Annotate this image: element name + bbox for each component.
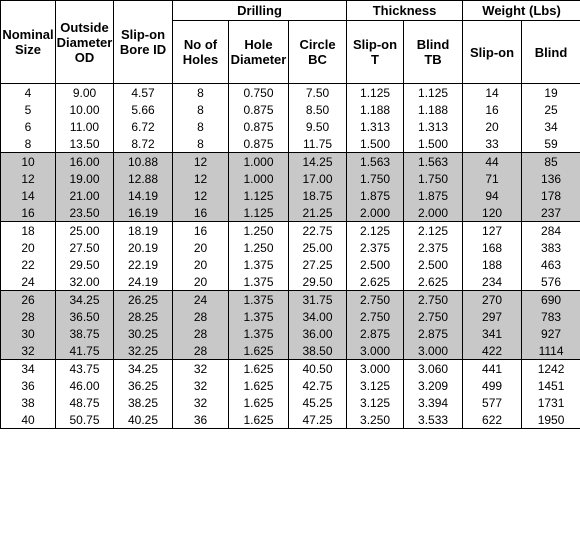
cell-thickness-blind: 3.394 bbox=[404, 394, 463, 411]
cell-slip-on-bore: 30.25 bbox=[114, 325, 173, 342]
cell-circle-bc: 8.50 bbox=[289, 101, 347, 118]
cell-weight-blind: 19 bbox=[522, 84, 580, 102]
cell-hole-diameter: 1.375 bbox=[229, 273, 289, 291]
cell-thickness-blind: 3.533 bbox=[404, 411, 463, 429]
cell-slip-on-bore: 20.19 bbox=[114, 239, 173, 256]
cell-weight-blind: 59 bbox=[522, 135, 580, 153]
cell-weight-blind: 1242 bbox=[522, 360, 580, 378]
header-slip-on-bore-line2: Bore ID bbox=[119, 42, 167, 57]
cell-thickness-slip-on: 1.500 bbox=[347, 135, 404, 153]
cell-hole-diameter: 1.375 bbox=[229, 256, 289, 273]
cell-no-of-holes: 28 bbox=[173, 308, 229, 325]
cell-no-of-holes: 16 bbox=[173, 204, 229, 222]
cell-hole-diameter: 1.375 bbox=[229, 308, 289, 325]
cell-outside-diameter: 13.50 bbox=[56, 135, 114, 153]
cell-thickness-slip-on: 2.750 bbox=[347, 308, 404, 325]
table-row bbox=[1, 153, 580, 171]
cell-thickness-blind: 1.563 bbox=[404, 153, 463, 171]
cell-thickness-slip-on: 3.125 bbox=[347, 377, 404, 394]
cell-nominal-size: 8 bbox=[1, 135, 56, 153]
cell-nominal-size: 40 bbox=[1, 411, 56, 429]
cell-no-of-holes: 32 bbox=[173, 360, 229, 378]
cell-no-of-holes: 8 bbox=[173, 135, 229, 153]
cell-slip-on-bore: 22.19 bbox=[114, 256, 173, 273]
cell-thickness-blind: 2.875 bbox=[404, 325, 463, 342]
header-slip-on-bore bbox=[114, 1, 173, 84]
cell-circle-bc: 7.50 bbox=[289, 84, 347, 102]
cell-no-of-holes: 12 bbox=[173, 153, 229, 171]
cell-nominal-size: 30 bbox=[1, 325, 56, 342]
cell-circle-bc: 25.00 bbox=[289, 239, 347, 256]
cell-thickness-slip-on: 3.125 bbox=[347, 394, 404, 411]
cell-weight-blind: 85 bbox=[522, 153, 580, 171]
cell-weight-blind: 1451 bbox=[522, 377, 580, 394]
cell-no-of-holes: 32 bbox=[173, 377, 229, 394]
cell-weight-slip-on: 577 bbox=[463, 394, 522, 411]
table-row bbox=[1, 239, 580, 256]
cell-slip-on-bore: 26.25 bbox=[114, 291, 173, 309]
cell-hole-diameter: 1.625 bbox=[229, 377, 289, 394]
table-row bbox=[1, 135, 580, 153]
cell-outside-diameter: 34.25 bbox=[56, 291, 114, 309]
cell-weight-blind: 576 bbox=[522, 273, 580, 291]
cell-slip-on-bore: 38.25 bbox=[114, 394, 173, 411]
cell-circle-bc: 47.25 bbox=[289, 411, 347, 429]
header-thickness-blind-line2: TB bbox=[424, 52, 442, 67]
cell-thickness-blind: 2.375 bbox=[404, 239, 463, 256]
cell-weight-slip-on: 20 bbox=[463, 118, 522, 135]
cell-circle-bc: 38.50 bbox=[289, 342, 347, 360]
header-circle-bc-line2: BC bbox=[308, 52, 327, 67]
cell-weight-blind: 927 bbox=[522, 325, 580, 342]
cell-hole-diameter: 0.875 bbox=[229, 101, 289, 118]
table-row bbox=[1, 222, 580, 240]
cell-slip-on-bore: 8.72 bbox=[114, 135, 173, 153]
cell-outside-diameter: 9.00 bbox=[56, 84, 114, 102]
table-row bbox=[1, 101, 580, 118]
cell-weight-blind: 690 bbox=[522, 291, 580, 309]
cell-hole-diameter: 1.000 bbox=[229, 153, 289, 171]
cell-slip-on-bore: 10.88 bbox=[114, 153, 173, 171]
cell-no-of-holes: 28 bbox=[173, 342, 229, 360]
cell-weight-blind: 34 bbox=[522, 118, 580, 135]
header-thickness-blind-line1: Blind bbox=[416, 37, 450, 52]
cell-thickness-slip-on: 1.188 bbox=[347, 101, 404, 118]
cell-no-of-holes: 16 bbox=[173, 222, 229, 240]
cell-nominal-size: 24 bbox=[1, 273, 56, 291]
cell-weight-slip-on: 16 bbox=[463, 101, 522, 118]
cell-thickness-slip-on: 1.750 bbox=[347, 170, 404, 187]
cell-weight-slip-on: 120 bbox=[463, 204, 522, 222]
cell-hole-diameter: 1.625 bbox=[229, 394, 289, 411]
cell-weight-slip-on: 14 bbox=[463, 84, 522, 102]
cell-weight-slip-on: 499 bbox=[463, 377, 522, 394]
table-header bbox=[1, 1, 580, 84]
cell-weight-blind: 136 bbox=[522, 170, 580, 187]
cell-circle-bc: 21.25 bbox=[289, 204, 347, 222]
cell-nominal-size: 34 bbox=[1, 360, 56, 378]
header-no-of-holes bbox=[173, 21, 229, 84]
cell-thickness-slip-on: 2.750 bbox=[347, 291, 404, 309]
header-slip-on-bore-line1: Slip-on bbox=[120, 27, 166, 42]
cell-weight-blind: 1114 bbox=[522, 342, 580, 360]
table-row bbox=[1, 411, 580, 429]
cell-slip-on-bore: 32.25 bbox=[114, 342, 173, 360]
header-outside-diameter-line3: OD bbox=[74, 49, 95, 65]
table-body bbox=[1, 84, 580, 429]
cell-thickness-slip-on: 3.000 bbox=[347, 342, 404, 360]
header-outside-diameter-line1: Outside bbox=[60, 19, 109, 35]
cell-circle-bc: 18.75 bbox=[289, 187, 347, 204]
cell-circle-bc: 36.00 bbox=[289, 325, 347, 342]
cell-no-of-holes: 36 bbox=[173, 411, 229, 429]
cell-hole-diameter: 1.375 bbox=[229, 325, 289, 342]
cell-outside-diameter: 21.00 bbox=[56, 187, 114, 204]
cell-thickness-blind: 3.000 bbox=[404, 342, 463, 360]
cell-weight-slip-on: 33 bbox=[463, 135, 522, 153]
cell-circle-bc: 34.00 bbox=[289, 308, 347, 325]
cell-circle-bc: 17.00 bbox=[289, 170, 347, 187]
cell-outside-diameter: 29.50 bbox=[56, 256, 114, 273]
cell-slip-on-bore: 16.19 bbox=[114, 204, 173, 222]
cell-circle-bc: 14.25 bbox=[289, 153, 347, 171]
cell-hole-diameter: 1.250 bbox=[229, 222, 289, 240]
cell-weight-slip-on: 341 bbox=[463, 325, 522, 342]
header-thickness-slip-on bbox=[347, 21, 404, 84]
cell-nominal-size: 22 bbox=[1, 256, 56, 273]
cell-thickness-slip-on: 2.375 bbox=[347, 239, 404, 256]
cell-circle-bc: 40.50 bbox=[289, 360, 347, 378]
cell-slip-on-bore: 24.19 bbox=[114, 273, 173, 291]
cell-outside-diameter: 10.00 bbox=[56, 101, 114, 118]
table-row bbox=[1, 342, 580, 360]
header-circle-bc bbox=[289, 21, 347, 84]
cell-outside-diameter: 16.00 bbox=[56, 153, 114, 171]
cell-hole-diameter: 1.375 bbox=[229, 291, 289, 309]
cell-hole-diameter: 1.125 bbox=[229, 187, 289, 204]
table-row bbox=[1, 256, 580, 273]
cell-thickness-blind: 1.313 bbox=[404, 118, 463, 135]
cell-slip-on-bore: 4.57 bbox=[114, 84, 173, 102]
table-row bbox=[1, 273, 580, 291]
table-row bbox=[1, 308, 580, 325]
cell-hole-diameter: 1.250 bbox=[229, 239, 289, 256]
header-weight-slip-on: Slip-on bbox=[463, 21, 522, 84]
cell-outside-diameter: 38.75 bbox=[56, 325, 114, 342]
cell-slip-on-bore: 14.19 bbox=[114, 187, 173, 204]
cell-hole-diameter: 0.875 bbox=[229, 118, 289, 135]
cell-outside-diameter: 27.50 bbox=[56, 239, 114, 256]
header-weight-group: Weight (Lbs) bbox=[463, 1, 580, 21]
header-drilling-group: Drilling bbox=[173, 1, 347, 21]
table-row bbox=[1, 377, 580, 394]
cell-thickness-blind: 2.750 bbox=[404, 308, 463, 325]
cell-thickness-slip-on: 2.000 bbox=[347, 204, 404, 222]
cell-weight-blind: 383 bbox=[522, 239, 580, 256]
header-thickness-slip-on-line1: Slip-on bbox=[353, 37, 398, 52]
cell-thickness-slip-on: 1.875 bbox=[347, 187, 404, 204]
cell-outside-diameter: 36.50 bbox=[56, 308, 114, 325]
cell-thickness-slip-on: 3.250 bbox=[347, 411, 404, 429]
cell-slip-on-bore: 36.25 bbox=[114, 377, 173, 394]
cell-weight-blind: 783 bbox=[522, 308, 580, 325]
cell-hole-diameter: 0.750 bbox=[229, 84, 289, 102]
cell-thickness-blind: 2.000 bbox=[404, 204, 463, 222]
header-hole-diameter bbox=[229, 21, 289, 84]
table-row bbox=[1, 360, 580, 378]
cell-thickness-blind: 2.500 bbox=[404, 256, 463, 273]
cell-slip-on-bore: 6.72 bbox=[114, 118, 173, 135]
cell-nominal-size: 5 bbox=[1, 101, 56, 118]
cell-circle-bc: 9.50 bbox=[289, 118, 347, 135]
cell-outside-diameter: 48.75 bbox=[56, 394, 114, 411]
cell-hole-diameter: 0.875 bbox=[229, 135, 289, 153]
cell-nominal-size: 32 bbox=[1, 342, 56, 360]
cell-outside-diameter: 25.00 bbox=[56, 222, 114, 240]
table-row bbox=[1, 291, 580, 309]
cell-circle-bc: 45.25 bbox=[289, 394, 347, 411]
cell-weight-slip-on: 422 bbox=[463, 342, 522, 360]
cell-circle-bc: 31.75 bbox=[289, 291, 347, 309]
cell-weight-blind: 178 bbox=[522, 187, 580, 204]
header-hole-diameter-line2: Diameter bbox=[230, 52, 287, 67]
cell-nominal-size: 4 bbox=[1, 84, 56, 102]
cell-thickness-slip-on: 1.125 bbox=[347, 84, 404, 102]
cell-thickness-blind: 2.625 bbox=[404, 273, 463, 291]
cell-weight-slip-on: 234 bbox=[463, 273, 522, 291]
table-row bbox=[1, 170, 580, 187]
cell-hole-diameter: 1.625 bbox=[229, 342, 289, 360]
header-nominal-size-line1: Nominal bbox=[2, 27, 54, 42]
cell-thickness-blind: 1.750 bbox=[404, 170, 463, 187]
cell-slip-on-bore: 12.88 bbox=[114, 170, 173, 187]
cell-hole-diameter: 1.625 bbox=[229, 411, 289, 429]
cell-no-of-holes: 20 bbox=[173, 256, 229, 273]
cell-weight-slip-on: 168 bbox=[463, 239, 522, 256]
cell-weight-slip-on: 94 bbox=[463, 187, 522, 204]
cell-thickness-slip-on: 2.875 bbox=[347, 325, 404, 342]
cell-nominal-size: 10 bbox=[1, 153, 56, 171]
header-thickness-slip-on-line2: T bbox=[371, 52, 379, 67]
cell-no-of-holes: 24 bbox=[173, 291, 229, 309]
cell-weight-slip-on: 270 bbox=[463, 291, 522, 309]
cell-thickness-slip-on: 2.625 bbox=[347, 273, 404, 291]
cell-weight-blind: 1731 bbox=[522, 394, 580, 411]
cell-weight-slip-on: 622 bbox=[463, 411, 522, 429]
cell-weight-blind: 284 bbox=[522, 222, 580, 240]
header-no-of-holes-line1: No of bbox=[183, 37, 218, 52]
header-no-of-holes-line2: Holes bbox=[182, 52, 219, 67]
header-weight-blind: Blind bbox=[522, 21, 580, 84]
cell-nominal-size: 36 bbox=[1, 377, 56, 394]
cell-slip-on-bore: 34.25 bbox=[114, 360, 173, 378]
cell-weight-slip-on: 44 bbox=[463, 153, 522, 171]
cell-circle-bc: 11.75 bbox=[289, 135, 347, 153]
cell-hole-diameter: 1.125 bbox=[229, 204, 289, 222]
cell-thickness-blind: 1.188 bbox=[404, 101, 463, 118]
cell-weight-slip-on: 127 bbox=[463, 222, 522, 240]
cell-thickness-slip-on: 1.563 bbox=[347, 153, 404, 171]
header-outside-diameter bbox=[56, 1, 114, 84]
cell-thickness-blind: 1.125 bbox=[404, 84, 463, 102]
cell-nominal-size: 6 bbox=[1, 118, 56, 135]
cell-thickness-slip-on: 2.500 bbox=[347, 256, 404, 273]
cell-hole-diameter: 1.625 bbox=[229, 360, 289, 378]
cell-no-of-holes: 8 bbox=[173, 118, 229, 135]
header-outside-diameter-line2: Diameter bbox=[56, 34, 113, 50]
cell-no-of-holes: 12 bbox=[173, 187, 229, 204]
cell-no-of-holes: 12 bbox=[173, 170, 229, 187]
cell-no-of-holes: 20 bbox=[173, 239, 229, 256]
cell-nominal-size: 12 bbox=[1, 170, 56, 187]
header-thickness-group: Thickness bbox=[347, 1, 463, 21]
cell-circle-bc: 42.75 bbox=[289, 377, 347, 394]
cell-outside-diameter: 50.75 bbox=[56, 411, 114, 429]
cell-slip-on-bore: 18.19 bbox=[114, 222, 173, 240]
cell-nominal-size: 18 bbox=[1, 222, 56, 240]
table-row bbox=[1, 187, 580, 204]
cell-weight-slip-on: 71 bbox=[463, 170, 522, 187]
cell-thickness-slip-on: 3.000 bbox=[347, 360, 404, 378]
cell-thickness-slip-on: 2.125 bbox=[347, 222, 404, 240]
header-circle-bc-line1: Circle bbox=[299, 37, 336, 52]
cell-circle-bc: 29.50 bbox=[289, 273, 347, 291]
cell-nominal-size: 26 bbox=[1, 291, 56, 309]
table-row bbox=[1, 84, 580, 102]
cell-thickness-blind: 1.500 bbox=[404, 135, 463, 153]
cell-circle-bc: 27.25 bbox=[289, 256, 347, 273]
cell-thickness-blind: 2.750 bbox=[404, 291, 463, 309]
cell-slip-on-bore: 40.25 bbox=[114, 411, 173, 429]
cell-no-of-holes: 8 bbox=[173, 84, 229, 102]
header-nominal-size bbox=[1, 1, 56, 84]
cell-weight-blind: 237 bbox=[522, 204, 580, 222]
cell-nominal-size: 28 bbox=[1, 308, 56, 325]
table-row bbox=[1, 118, 580, 135]
cell-nominal-size: 16 bbox=[1, 204, 56, 222]
table-row bbox=[1, 325, 580, 342]
cell-nominal-size: 14 bbox=[1, 187, 56, 204]
cell-thickness-blind: 2.125 bbox=[404, 222, 463, 240]
cell-no-of-holes: 20 bbox=[173, 273, 229, 291]
cell-no-of-holes: 32 bbox=[173, 394, 229, 411]
table-row bbox=[1, 204, 580, 222]
cell-outside-diameter: 11.00 bbox=[56, 118, 114, 135]
cell-outside-diameter: 43.75 bbox=[56, 360, 114, 378]
header-nominal-size-line2: Size bbox=[14, 42, 41, 57]
cell-slip-on-bore: 28.25 bbox=[114, 308, 173, 325]
cell-slip-on-bore: 5.66 bbox=[114, 101, 173, 118]
cell-nominal-size: 38 bbox=[1, 394, 56, 411]
header-group-row bbox=[1, 1, 580, 21]
cell-weight-slip-on: 297 bbox=[463, 308, 522, 325]
cell-outside-diameter: 19.00 bbox=[56, 170, 114, 187]
cell-nominal-size: 20 bbox=[1, 239, 56, 256]
cell-no-of-holes: 8 bbox=[173, 101, 229, 118]
cell-outside-diameter: 32.00 bbox=[56, 273, 114, 291]
cell-outside-diameter: 46.00 bbox=[56, 377, 114, 394]
cell-thickness-slip-on: 1.313 bbox=[347, 118, 404, 135]
header-hole-diameter-line1: Hole bbox=[244, 37, 273, 52]
cell-circle-bc: 22.75 bbox=[289, 222, 347, 240]
cell-hole-diameter: 1.000 bbox=[229, 170, 289, 187]
cell-no-of-holes: 28 bbox=[173, 325, 229, 342]
cell-weight-slip-on: 441 bbox=[463, 360, 522, 378]
cell-thickness-blind: 1.875 bbox=[404, 187, 463, 204]
cell-outside-diameter: 23.50 bbox=[56, 204, 114, 222]
cell-weight-blind: 25 bbox=[522, 101, 580, 118]
cell-weight-blind: 463 bbox=[522, 256, 580, 273]
table-row bbox=[1, 394, 580, 411]
cell-weight-blind: 1950 bbox=[522, 411, 580, 429]
header-thickness-blind bbox=[404, 21, 463, 84]
cell-thickness-blind: 3.060 bbox=[404, 360, 463, 378]
cell-thickness-blind: 3.209 bbox=[404, 377, 463, 394]
cell-outside-diameter: 41.75 bbox=[56, 342, 114, 360]
cell-weight-slip-on: 188 bbox=[463, 256, 522, 273]
